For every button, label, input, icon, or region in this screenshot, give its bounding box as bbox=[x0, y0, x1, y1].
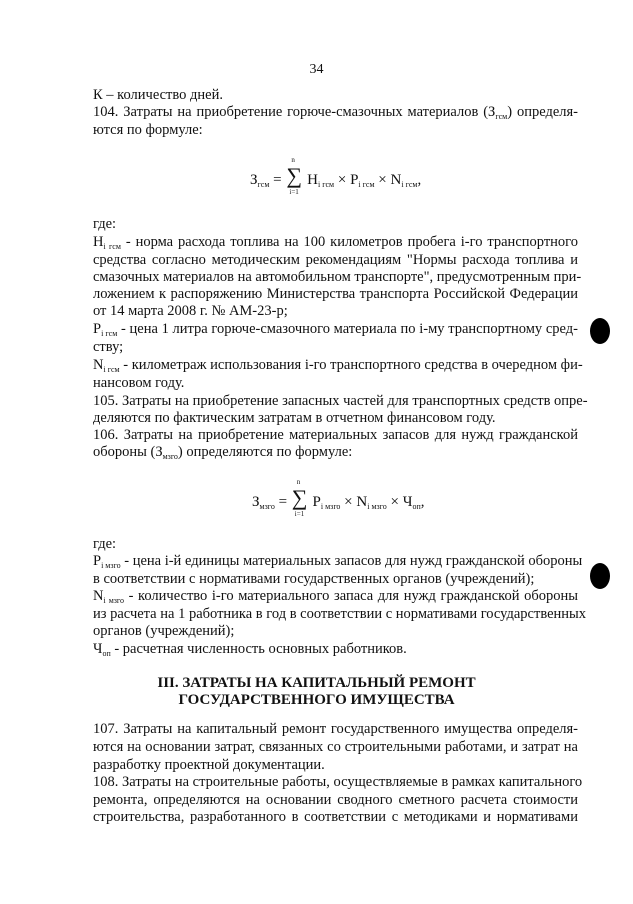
text-line: ются на основании затрат, связанных со строительными работами, и затрат на bbox=[93, 739, 578, 755]
text-line: 105. Затраты на приобретение запасных частей для транспортных средств опре- bbox=[93, 393, 588, 409]
text-line: где: bbox=[93, 216, 117, 232]
text-line: нансовом году. bbox=[93, 375, 185, 391]
definition-line: $N_{i гсм}$ - километраж использования i-го транспортного средства в очередном фи- bbox=[93, 357, 583, 374]
binder-hole-mark bbox=[590, 563, 610, 589]
page-number: 34 bbox=[309, 62, 324, 77]
text-line: 106. Затраты на приобретение материальных запасов для нужд гражданской bbox=[93, 427, 578, 443]
definition-line: $Р_{i гсм}$ - цена 1 литра горюче-смазочного материала по i-му транспортному сред- bbox=[93, 321, 578, 338]
text-line: обороны $(З_{мзго})$ определяются по формуле: bbox=[93, 444, 353, 461]
text-line: 108. Затраты на строительные работы, осуществляемые в рамках капитального bbox=[93, 774, 583, 790]
text-line: средства согласно методическим рекомендациям "Нормы расхода топлива и bbox=[93, 252, 578, 268]
text-line: К – количество дней. bbox=[93, 87, 223, 103]
text-line: 107. Затраты на капитальный ремонт государственного имущества определя- bbox=[93, 721, 578, 737]
text-line: из расчета на 1 работника в год в соответствии с нормативами государственных bbox=[93, 606, 587, 622]
text-line: от 14 марта 2008 г. № АМ-23-р; bbox=[93, 303, 288, 319]
text-line: ству; bbox=[93, 339, 124, 355]
definition-line: $Ч_{оп}$ - расчетная численность основных работников. bbox=[93, 641, 407, 658]
text-line: ложением к распоряжению Министерства транспорта Российской Федерации bbox=[93, 286, 578, 302]
text-line: ремонта, определяются на основании сводного сметного расчета стоимости bbox=[93, 792, 578, 808]
text-line: ются по формуле: bbox=[93, 122, 203, 138]
summation-sign: n ∑ i=1 bbox=[286, 156, 303, 196]
definition-line: $N_{i мзго}$ - количество i-го материального запаса для нужд гражданской обороны bbox=[93, 588, 578, 605]
text-line: смазочных материалов на автомобильном транспорте", предусмотренным при- bbox=[93, 269, 582, 285]
text-line: органов (учреждений); bbox=[93, 623, 235, 639]
binder-hole-mark bbox=[590, 318, 610, 344]
definition-line: $Р_{i мзго}$ - цена i-й единицы материальных запасов для нужд гражданской обороны bbox=[93, 553, 583, 570]
text-line: в соответствии с нормативами государственных органов (учреждений); bbox=[93, 571, 535, 587]
text-line: строительства, разработанного в соответствии с методиками и нормативами bbox=[93, 809, 578, 825]
definition-line: $Н_{i гсм}$ - норма расхода топлива на 100 километров пробега i-го транспортного bbox=[93, 234, 579, 251]
formula-civil-defense-costs: $З_{мзго}$ = n ∑ i=1 $Р_{i мзго} \times N_{i мзго} \times Ч_{оп}$, bbox=[252, 478, 425, 518]
text-line: 104. Затраты на приобретение горюче-смазочных материалов $(З_{гсм})$ определя- bbox=[93, 104, 578, 121]
text-line: где: bbox=[93, 536, 117, 552]
section-heading: III. ЗАТРАТЫ НА КАПИТАЛЬНЫЙ РЕМОНТ bbox=[157, 675, 476, 691]
formula-fuel-costs: $З_{гсм}$ = n ∑ i=1 $Н_{i гсм} \times Р_{i гсм} \times N_{i гсм}$, bbox=[250, 156, 422, 196]
text-line: деляются по фактическим затратам в отчетном финансовом году. bbox=[93, 410, 496, 426]
text-line: разработку проектной документации. bbox=[93, 757, 325, 773]
summation-sign: n ∑ i=1 bbox=[291, 478, 308, 518]
section-heading: ГОСУДАРСТВЕННОГО ИМУЩЕСТВА bbox=[178, 692, 455, 708]
